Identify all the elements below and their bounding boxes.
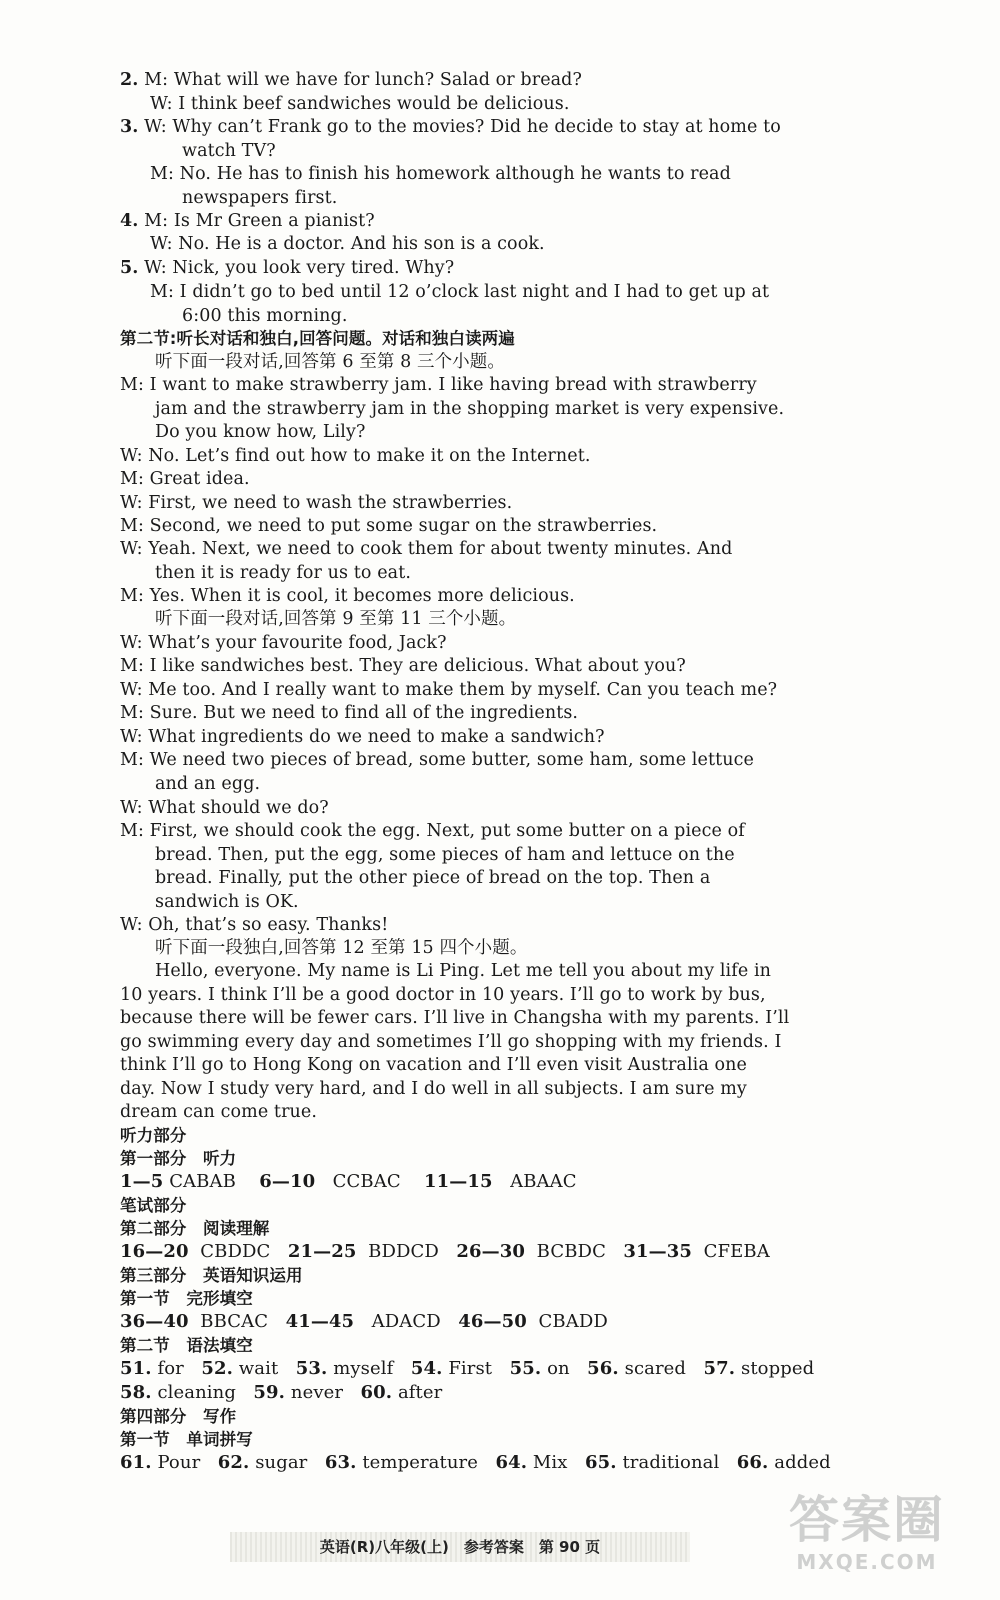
dialogue-line: 5. W: Nick, you look very tired. Why? [120,258,455,278]
section-heading: 第一节 完形填空 [120,1289,253,1308]
dialogue-line: W: No. Let’s find out how to make it on the Internet. [120,446,591,466]
dialogue-line: 2. M: What will we have for lunch? Salad or bread? [120,70,582,90]
dialogue-line: 6:00 this morning. [182,306,348,326]
instruction-line: 听下面一段对话,回答第 6 至第 8 三个小题。 [155,352,505,372]
dialogue-line: M: Second, we need to put some sugar on the strawberries. [120,516,658,536]
section-heading: 第一节 单词拼写 [120,1430,253,1449]
dialogue-line: W: What ingredients do we need to make a sandwich? [120,727,605,747]
answer-row-grammar: 58. cleaning 59. never 60. after [120,1382,443,1403]
dialogue-line: M: I want to make strawberry jam. I like having bread with strawberry [120,375,757,395]
dialogue-line: jam and the strawberry jam in the shopping market is very expensive. [155,399,785,419]
dialogue-line: W: Me too. And I really want to make them by myself. Can you teach me? [120,680,778,700]
dialogue-line: M: Great idea. [120,469,250,489]
section-heading: 第四部分 写作 [120,1407,237,1426]
monologue-line: 10 years. I think I’ll be a good doctor in 10 years. I’ll go to work by bus, [120,985,766,1005]
section-heading: 第一部分 听力 [120,1149,237,1168]
dialogue-line: M: First, we should cook the egg. Next, put some butter on a piece of [120,821,745,841]
dialogue-line: M: We need two pieces of bread, some butter, some ham, some lettuce [120,750,754,770]
dialogue-line: newspapers first. [182,188,338,208]
dialogue-line: sandwich is OK. [155,892,299,912]
dialogue-line: bread. Then, put the egg, some pieces of ham and lettuce on the [155,845,735,865]
dialogue-line: W: First, we need to wash the strawberries. [120,493,513,513]
dialogue-line: M: I didn’t go to bed until 12 o’clock last night and I had to get up at [150,282,770,302]
monologue-line: because there will be fewer cars. I’ll live in Changsha with my parents. I’ll [120,1008,790,1028]
section-heading: 第二部分 阅读理解 [120,1219,270,1238]
monologue-line: Hello, everyone. My name is Li Ping. Let me tell you about my life in [155,961,772,981]
section-heading: 听力部分 [120,1126,187,1145]
answer-row-spelling: 61. Pour 62. sugar 63. temperature 64. Mix 65. traditional 66. added [120,1452,831,1473]
dialogue-line: W: What’s your favourite food, Jack? [120,633,447,653]
dialogue-line: and an egg. [155,774,261,794]
monologue-line: day. Now I study very hard, and I do well in all subjects. I am sure my [120,1079,747,1099]
watermark-logo: 答案圈 [789,1491,945,1549]
section-heading: 第二节 语法填空 [120,1336,253,1355]
instruction-line: 听下面一段对话,回答第 9 至第 11 三个小题。 [155,609,517,629]
dialogue-line: M: I like sandwiches best. They are delicious. What about you? [120,656,686,676]
watermark-url: MXQE.COM [796,1550,938,1574]
section-heading: 第三部分 英语知识运用 [120,1266,303,1285]
dialogue-line: 4. M: Is Mr Green a pianist? [120,211,375,231]
section-heading: 笔试部分 [120,1196,187,1215]
section-heading: 第二节:听长对话和独白,回答问题。对话和独白读两遍 [120,329,515,348]
answer-row-listening: 1—5 CABAB 6—10 CCBAC 11—15 ABAAC [120,1171,577,1192]
instruction-line: 听下面一段独白,回答第 12 至第 15 四个小题。 [155,938,528,958]
dialogue-line: 3. W: Why can’t Frank go to the movies? Did he decide to stay at home to [120,117,781,137]
monologue-line: go swimming every day and sometimes I’ll go shopping with my friends. I [120,1032,782,1052]
dialogue-line: watch TV? [182,141,276,161]
dialogue-line: W: Yeah. Next, we need to cook them for about twenty minutes. And [120,539,733,559]
answer-row-reading: 16—20 CBDDC 21—25 BDDCD 26—30 BCBDC 31—35 CFEBA [120,1241,770,1262]
dialogue-line: M: Sure. But we need to find all of the ingredients. [120,703,579,723]
dialogue-line: Do you know how, Lily? [155,422,366,442]
dialogue-line: bread. Finally, put the other piece of bread on the top. Then a [155,868,711,888]
dialogue-line: then it is ready for us to eat. [155,563,412,583]
dialogue-line: W: Oh, that’s so easy. Thanks! [120,915,389,935]
watermark [752,1490,982,1590]
monologue-line: dream can come true. [120,1102,318,1122]
monologue-line: think I’ll go to Hong Kong on vacation and I’ll even visit Australia one [120,1055,747,1075]
dialogue-line: W: I think beef sandwiches would be delicious. [150,94,570,114]
dialogue-line: M: No. He has to finish his homework although he wants to read [150,164,731,184]
answer-row-grammar: 51. for 52. wait 53. myself 54. First 55. on 56. scared 57. stopped [120,1358,815,1379]
dialogue-line: M: Yes. When it is cool, it becomes more delicious. [120,586,575,606]
dialogue-line: W: No. He is a doctor. And his son is a cook. [150,234,545,254]
dialogue-line: W: What should we do? [120,798,329,818]
answer-row-cloze: 36—40 BBCAC 41—45 ADACD 46—50 CBADD [120,1311,608,1332]
page-footer: 英语(R)八年级(上) 参考答案 第 90 页 [230,1532,690,1562]
